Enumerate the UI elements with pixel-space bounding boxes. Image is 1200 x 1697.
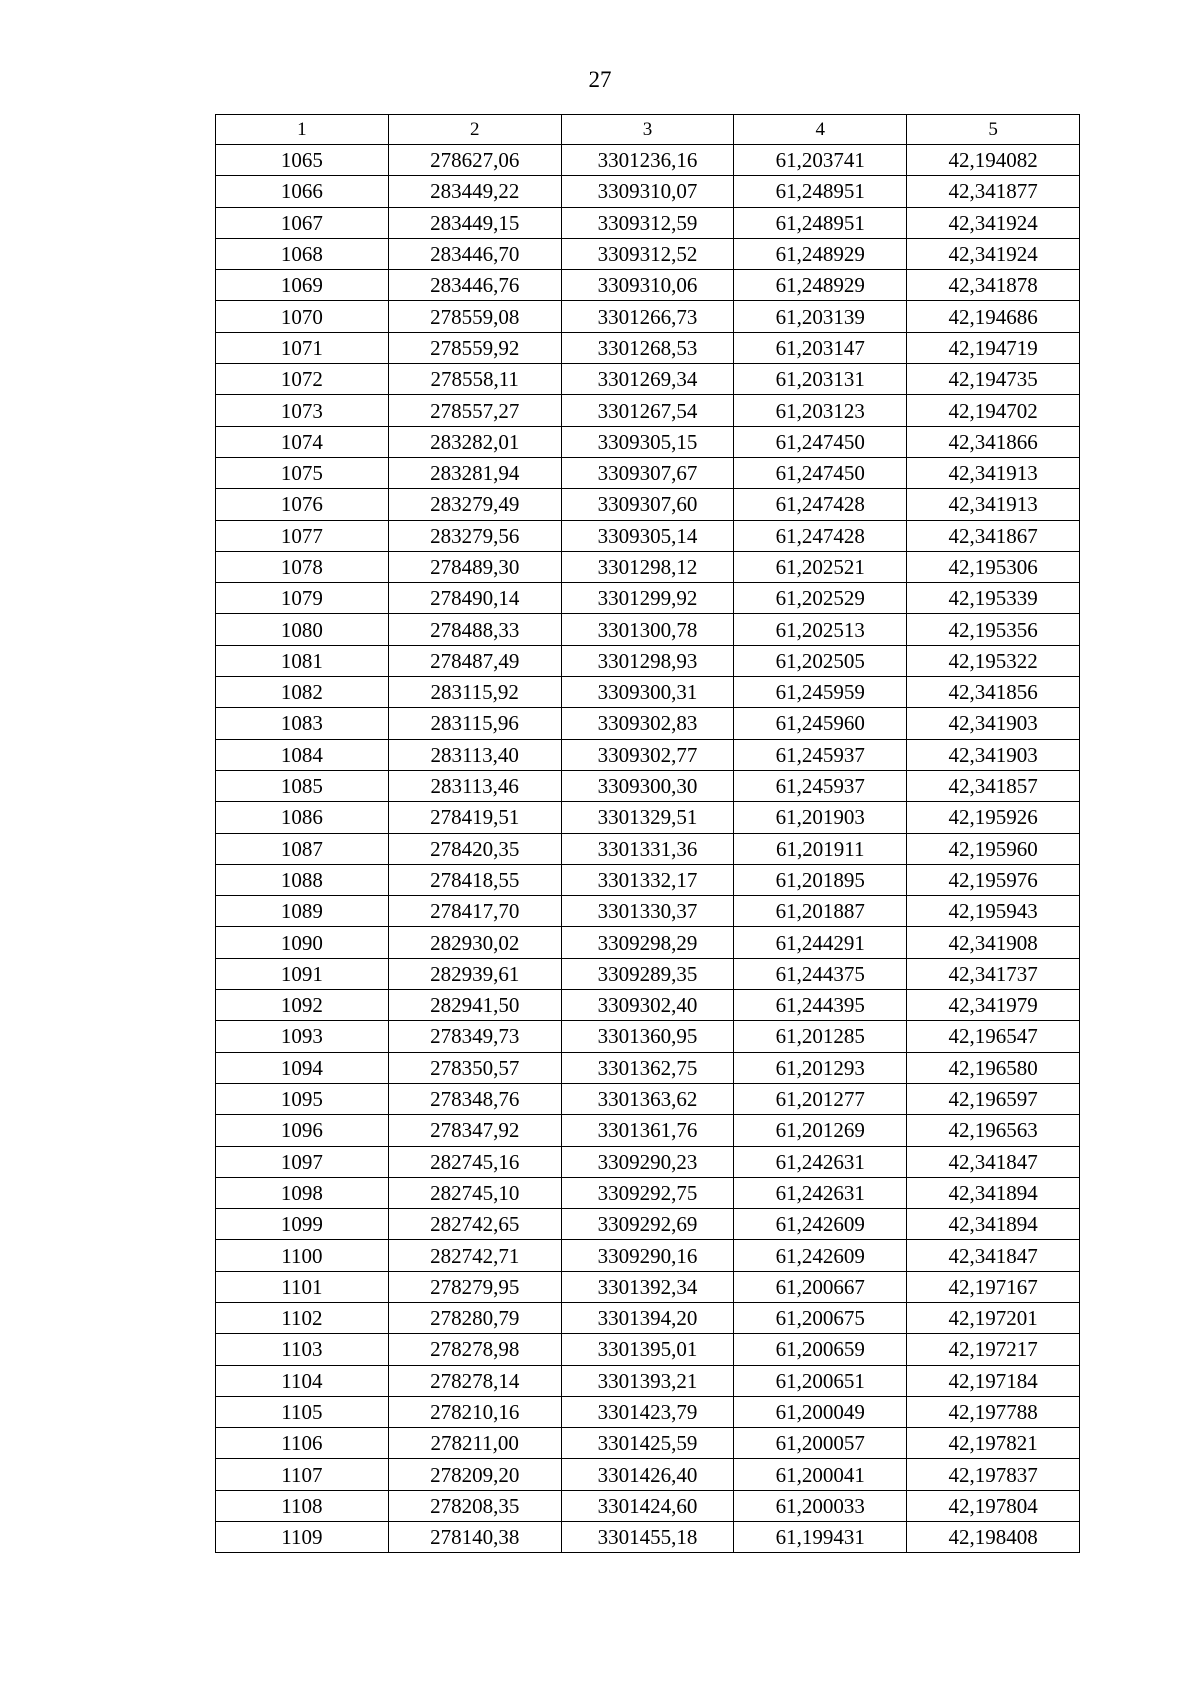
point-number-cell: 1107	[216, 1459, 389, 1490]
x-coordinate-cell: 278559,08	[388, 301, 561, 332]
latitude-cell: 61,203131	[734, 364, 907, 395]
latitude-cell: 61,245959	[734, 677, 907, 708]
latitude-cell: 61,247428	[734, 489, 907, 520]
longitude-cell: 42,196597	[907, 1083, 1080, 1114]
longitude-cell: 42,197217	[907, 1334, 1080, 1365]
longitude-cell: 42,197837	[907, 1459, 1080, 1490]
y-coordinate-cell: 3301299,92	[561, 583, 734, 614]
y-coordinate-cell: 3309307,67	[561, 457, 734, 488]
point-number-cell: 1103	[216, 1334, 389, 1365]
y-coordinate-cell: 3309300,31	[561, 677, 734, 708]
column-header-4: 4	[734, 115, 907, 145]
longitude-cell: 42,341737	[907, 958, 1080, 989]
x-coordinate-cell: 278420,35	[388, 833, 561, 864]
longitude-cell: 42,194735	[907, 364, 1080, 395]
x-coordinate-cell: 278209,20	[388, 1459, 561, 1490]
y-coordinate-cell: 3301424,60	[561, 1490, 734, 1521]
point-number-cell: 1067	[216, 207, 389, 238]
longitude-cell: 42,341847	[907, 1146, 1080, 1177]
point-number-cell: 1076	[216, 489, 389, 520]
y-coordinate-cell: 3309289,35	[561, 958, 734, 989]
point-number-cell: 1066	[216, 176, 389, 207]
table-row	[216, 645, 1080, 676]
x-coordinate-cell: 278558,11	[388, 364, 561, 395]
table-row	[216, 520, 1080, 551]
x-coordinate-cell: 283113,40	[388, 739, 561, 770]
latitude-cell: 61,247450	[734, 457, 907, 488]
y-coordinate-cell: 3309310,06	[561, 270, 734, 301]
header-row	[216, 115, 1080, 145]
y-coordinate-cell: 3309307,60	[561, 489, 734, 520]
table-row	[216, 1365, 1080, 1396]
table-row	[216, 207, 1080, 238]
point-number-cell: 1094	[216, 1052, 389, 1083]
latitude-cell: 61,248951	[734, 207, 907, 238]
latitude-cell: 61,247428	[734, 520, 907, 551]
table-row	[216, 1083, 1080, 1114]
x-coordinate-cell: 278211,00	[388, 1428, 561, 1459]
y-coordinate-cell: 3301360,95	[561, 1021, 734, 1052]
table-row	[216, 896, 1080, 927]
point-number-cell: 1108	[216, 1490, 389, 1521]
x-coordinate-cell: 283282,01	[388, 426, 561, 457]
point-number-cell: 1090	[216, 927, 389, 958]
table-row	[216, 614, 1080, 645]
x-coordinate-cell: 282941,50	[388, 990, 561, 1021]
y-coordinate-cell: 3309290,16	[561, 1240, 734, 1271]
x-coordinate-cell: 278210,16	[388, 1396, 561, 1427]
point-number-cell: 1082	[216, 677, 389, 708]
longitude-cell: 42,196580	[907, 1052, 1080, 1083]
point-number-cell: 1109	[216, 1522, 389, 1553]
longitude-cell: 42,341979	[907, 990, 1080, 1021]
x-coordinate-cell: 283279,49	[388, 489, 561, 520]
latitude-cell: 61,201903	[734, 802, 907, 833]
table-row	[216, 802, 1080, 833]
x-coordinate-cell: 282745,16	[388, 1146, 561, 1177]
longitude-cell: 42,196563	[907, 1115, 1080, 1146]
table-row	[216, 770, 1080, 801]
x-coordinate-cell: 278627,06	[388, 145, 561, 176]
y-coordinate-cell: 3301392,34	[561, 1271, 734, 1302]
latitude-cell: 61,200659	[734, 1334, 907, 1365]
x-coordinate-cell: 283446,70	[388, 238, 561, 269]
x-coordinate-cell: 278557,27	[388, 395, 561, 426]
longitude-cell: 42,197804	[907, 1490, 1080, 1521]
longitude-cell: 42,197167	[907, 1271, 1080, 1302]
table-row	[216, 1459, 1080, 1490]
x-coordinate-cell: 278278,14	[388, 1365, 561, 1396]
longitude-cell: 42,197184	[907, 1365, 1080, 1396]
point-number-cell: 1096	[216, 1115, 389, 1146]
table-header	[216, 115, 1080, 145]
y-coordinate-cell: 3301298,93	[561, 645, 734, 676]
y-coordinate-cell: 3309312,59	[561, 207, 734, 238]
table-row	[216, 833, 1080, 864]
table-row	[216, 1396, 1080, 1427]
point-number-cell: 1087	[216, 833, 389, 864]
point-number-cell: 1095	[216, 1083, 389, 1114]
x-coordinate-cell: 278490,14	[388, 583, 561, 614]
y-coordinate-cell: 3301394,20	[561, 1302, 734, 1333]
latitude-cell: 61,202513	[734, 614, 907, 645]
longitude-cell: 42,341908	[907, 927, 1080, 958]
table-row	[216, 864, 1080, 895]
latitude-cell: 61,245937	[734, 770, 907, 801]
x-coordinate-cell: 278280,79	[388, 1302, 561, 1333]
point-number-cell: 1079	[216, 583, 389, 614]
point-number-cell: 1069	[216, 270, 389, 301]
longitude-cell: 42,197201	[907, 1302, 1080, 1333]
x-coordinate-cell: 278559,92	[388, 332, 561, 363]
point-number-cell: 1073	[216, 395, 389, 426]
point-number-cell: 1093	[216, 1021, 389, 1052]
x-coordinate-cell: 278487,49	[388, 645, 561, 676]
longitude-cell: 42,195943	[907, 896, 1080, 927]
point-number-cell: 1071	[216, 332, 389, 363]
y-coordinate-cell: 3301426,40	[561, 1459, 734, 1490]
longitude-cell: 42,341903	[907, 739, 1080, 770]
y-coordinate-cell: 3301362,75	[561, 1052, 734, 1083]
x-coordinate-cell: 283449,22	[388, 176, 561, 207]
y-coordinate-cell: 3301300,78	[561, 614, 734, 645]
latitude-cell: 61,248951	[734, 176, 907, 207]
x-coordinate-cell: 278419,51	[388, 802, 561, 833]
coordinates-table	[215, 114, 1080, 1553]
y-coordinate-cell: 3309300,30	[561, 770, 734, 801]
y-coordinate-cell: 3309302,83	[561, 708, 734, 739]
table-row	[216, 395, 1080, 426]
y-coordinate-cell: 3301455,18	[561, 1522, 734, 1553]
longitude-cell: 42,195960	[907, 833, 1080, 864]
latitude-cell: 61,245960	[734, 708, 907, 739]
column-header-5: 5	[907, 115, 1080, 145]
longitude-cell: 42,341894	[907, 1177, 1080, 1208]
y-coordinate-cell: 3301266,73	[561, 301, 734, 332]
x-coordinate-cell: 278489,30	[388, 551, 561, 582]
point-number-cell: 1098	[216, 1177, 389, 1208]
y-coordinate-cell: 3309292,69	[561, 1209, 734, 1240]
y-coordinate-cell: 3301332,17	[561, 864, 734, 895]
latitude-cell: 61,200041	[734, 1459, 907, 1490]
table-row	[216, 1052, 1080, 1083]
x-coordinate-cell: 282930,02	[388, 927, 561, 958]
longitude-cell: 42,194686	[907, 301, 1080, 332]
table-row	[216, 1240, 1080, 1271]
latitude-cell: 61,203139	[734, 301, 907, 332]
longitude-cell: 42,341903	[907, 708, 1080, 739]
point-number-cell: 1080	[216, 614, 389, 645]
latitude-cell: 61,203741	[734, 145, 907, 176]
point-number-cell: 1075	[216, 457, 389, 488]
table-row	[216, 489, 1080, 520]
table-row	[216, 1021, 1080, 1052]
table-row	[216, 990, 1080, 1021]
latitude-cell: 61,248929	[734, 238, 907, 269]
x-coordinate-cell: 278350,57	[388, 1052, 561, 1083]
x-coordinate-cell: 278417,70	[388, 896, 561, 927]
x-coordinate-cell: 283113,46	[388, 770, 561, 801]
table-row	[216, 1522, 1080, 1553]
latitude-cell: 61,202505	[734, 645, 907, 676]
latitude-cell: 61,201269	[734, 1115, 907, 1146]
latitude-cell: 61,201285	[734, 1021, 907, 1052]
y-coordinate-cell: 3309310,07	[561, 176, 734, 207]
latitude-cell: 61,242631	[734, 1177, 907, 1208]
x-coordinate-cell: 278348,76	[388, 1083, 561, 1114]
x-coordinate-cell: 283115,96	[388, 708, 561, 739]
point-number-cell: 1070	[216, 301, 389, 332]
table-row	[216, 1334, 1080, 1365]
x-coordinate-cell: 282742,65	[388, 1209, 561, 1240]
y-coordinate-cell: 3309305,15	[561, 426, 734, 457]
latitude-cell: 61,200057	[734, 1428, 907, 1459]
point-number-cell: 1085	[216, 770, 389, 801]
point-number-cell: 1102	[216, 1302, 389, 1333]
x-coordinate-cell: 283115,92	[388, 677, 561, 708]
latitude-cell: 61,201911	[734, 833, 907, 864]
x-coordinate-cell: 278418,55	[388, 864, 561, 895]
longitude-cell: 42,197788	[907, 1396, 1080, 1427]
table-row	[216, 364, 1080, 395]
y-coordinate-cell: 3309302,77	[561, 739, 734, 770]
longitude-cell: 42,341847	[907, 1240, 1080, 1271]
longitude-cell: 42,195356	[907, 614, 1080, 645]
column-header-1: 1	[216, 115, 389, 145]
latitude-cell: 61,200667	[734, 1271, 907, 1302]
table-row	[216, 927, 1080, 958]
latitude-cell: 61,244291	[734, 927, 907, 958]
point-number-cell: 1100	[216, 1240, 389, 1271]
longitude-cell: 42,195926	[907, 802, 1080, 833]
latitude-cell: 61,203147	[734, 332, 907, 363]
longitude-cell: 42,198408	[907, 1522, 1080, 1553]
point-number-cell: 1083	[216, 708, 389, 739]
latitude-cell: 61,200049	[734, 1396, 907, 1427]
point-number-cell: 1097	[216, 1146, 389, 1177]
y-coordinate-cell: 3301363,62	[561, 1083, 734, 1114]
point-number-cell: 1105	[216, 1396, 389, 1427]
y-coordinate-cell: 3301361,76	[561, 1115, 734, 1146]
table-row	[216, 176, 1080, 207]
longitude-cell: 42,341878	[907, 270, 1080, 301]
longitude-cell: 42,341913	[907, 457, 1080, 488]
point-number-cell: 1086	[216, 802, 389, 833]
table-row	[216, 301, 1080, 332]
y-coordinate-cell: 3309298,29	[561, 927, 734, 958]
longitude-cell: 42,197821	[907, 1428, 1080, 1459]
point-number-cell: 1099	[216, 1209, 389, 1240]
x-coordinate-cell: 278347,92	[388, 1115, 561, 1146]
latitude-cell: 61,244375	[734, 958, 907, 989]
latitude-cell: 61,200033	[734, 1490, 907, 1521]
latitude-cell: 61,202521	[734, 551, 907, 582]
table-row	[216, 457, 1080, 488]
y-coordinate-cell: 3301425,59	[561, 1428, 734, 1459]
latitude-cell: 61,203123	[734, 395, 907, 426]
y-coordinate-cell: 3309305,14	[561, 520, 734, 551]
point-number-cell: 1077	[216, 520, 389, 551]
point-number-cell: 1106	[216, 1428, 389, 1459]
point-number-cell: 1092	[216, 990, 389, 1021]
table-row	[216, 1177, 1080, 1208]
y-coordinate-cell: 3301236,16	[561, 145, 734, 176]
column-header-3: 3	[561, 115, 734, 145]
longitude-cell: 42,196547	[907, 1021, 1080, 1052]
table-row	[216, 708, 1080, 739]
longitude-cell: 42,195339	[907, 583, 1080, 614]
y-coordinate-cell: 3309312,52	[561, 238, 734, 269]
latitude-cell: 61,247450	[734, 426, 907, 457]
table-row	[216, 1490, 1080, 1521]
y-coordinate-cell: 3301395,01	[561, 1334, 734, 1365]
point-number-cell: 1068	[216, 238, 389, 269]
latitude-cell: 61,248929	[734, 270, 907, 301]
latitude-cell: 61,201277	[734, 1083, 907, 1114]
point-number-cell: 1104	[216, 1365, 389, 1396]
x-coordinate-cell: 283446,76	[388, 270, 561, 301]
longitude-cell: 42,341866	[907, 426, 1080, 457]
table-row	[216, 238, 1080, 269]
y-coordinate-cell: 3301393,21	[561, 1365, 734, 1396]
latitude-cell: 61,242631	[734, 1146, 907, 1177]
y-coordinate-cell: 3309302,40	[561, 990, 734, 1021]
x-coordinate-cell: 283449,15	[388, 207, 561, 238]
x-coordinate-cell: 282742,71	[388, 1240, 561, 1271]
longitude-cell: 42,194719	[907, 332, 1080, 363]
point-number-cell: 1065	[216, 145, 389, 176]
table-row	[216, 1209, 1080, 1240]
latitude-cell: 61,245937	[734, 739, 907, 770]
point-number-cell: 1078	[216, 551, 389, 582]
x-coordinate-cell: 283281,94	[388, 457, 561, 488]
latitude-cell: 61,201895	[734, 864, 907, 895]
latitude-cell: 61,200651	[734, 1365, 907, 1396]
x-coordinate-cell: 278140,38	[388, 1522, 561, 1553]
y-coordinate-cell: 3309292,75	[561, 1177, 734, 1208]
y-coordinate-cell: 3301268,53	[561, 332, 734, 363]
latitude-cell: 61,242609	[734, 1240, 907, 1271]
table-row	[216, 426, 1080, 457]
y-coordinate-cell: 3301298,12	[561, 551, 734, 582]
table-row	[216, 1146, 1080, 1177]
latitude-cell: 61,200675	[734, 1302, 907, 1333]
point-number-cell: 1091	[216, 958, 389, 989]
point-number-cell: 1088	[216, 864, 389, 895]
table-body	[216, 145, 1080, 1553]
point-number-cell: 1089	[216, 896, 389, 927]
y-coordinate-cell: 3301269,34	[561, 364, 734, 395]
y-coordinate-cell: 3309290,23	[561, 1146, 734, 1177]
longitude-cell: 42,195322	[907, 645, 1080, 676]
x-coordinate-cell: 283279,56	[388, 520, 561, 551]
x-coordinate-cell: 282939,61	[388, 958, 561, 989]
longitude-cell: 42,341877	[907, 176, 1080, 207]
point-number-cell: 1101	[216, 1271, 389, 1302]
longitude-cell: 42,341857	[907, 770, 1080, 801]
longitude-cell: 42,341913	[907, 489, 1080, 520]
x-coordinate-cell: 278278,98	[388, 1334, 561, 1365]
table-row	[216, 677, 1080, 708]
x-coordinate-cell: 278279,95	[388, 1271, 561, 1302]
table-row	[216, 1271, 1080, 1302]
longitude-cell: 42,194702	[907, 395, 1080, 426]
table-row	[216, 145, 1080, 176]
point-number-cell: 1072	[216, 364, 389, 395]
y-coordinate-cell: 3301329,51	[561, 802, 734, 833]
y-coordinate-cell: 3301331,36	[561, 833, 734, 864]
longitude-cell: 42,341924	[907, 207, 1080, 238]
x-coordinate-cell: 278488,33	[388, 614, 561, 645]
longitude-cell: 42,195306	[907, 551, 1080, 582]
table-row	[216, 270, 1080, 301]
table-row	[216, 1428, 1080, 1459]
latitude-cell: 61,202529	[734, 583, 907, 614]
point-number-cell: 1074	[216, 426, 389, 457]
latitude-cell: 61,242609	[734, 1209, 907, 1240]
table-row	[216, 332, 1080, 363]
page-number: 27	[588, 67, 612, 92]
latitude-cell: 61,201887	[734, 896, 907, 927]
longitude-cell: 42,195976	[907, 864, 1080, 895]
y-coordinate-cell: 3301267,54	[561, 395, 734, 426]
latitude-cell: 61,199431	[734, 1522, 907, 1553]
x-coordinate-cell: 282745,10	[388, 1177, 561, 1208]
y-coordinate-cell: 3301330,37	[561, 896, 734, 927]
x-coordinate-cell: 278349,73	[388, 1021, 561, 1052]
table-row	[216, 739, 1080, 770]
longitude-cell: 42,341924	[907, 238, 1080, 269]
latitude-cell: 61,201293	[734, 1052, 907, 1083]
table-row	[216, 958, 1080, 989]
table-row	[216, 1302, 1080, 1333]
longitude-cell: 42,194082	[907, 145, 1080, 176]
longitude-cell: 42,341894	[907, 1209, 1080, 1240]
table-row	[216, 1115, 1080, 1146]
point-number-cell: 1084	[216, 739, 389, 770]
latitude-cell: 61,244395	[734, 990, 907, 1021]
table-row	[216, 551, 1080, 582]
table-row	[216, 583, 1080, 614]
point-number-cell: 1081	[216, 645, 389, 676]
longitude-cell: 42,341867	[907, 520, 1080, 551]
column-header-2: 2	[388, 115, 561, 145]
y-coordinate-cell: 3301423,79	[561, 1396, 734, 1427]
longitude-cell: 42,341856	[907, 677, 1080, 708]
x-coordinate-cell: 278208,35	[388, 1490, 561, 1521]
